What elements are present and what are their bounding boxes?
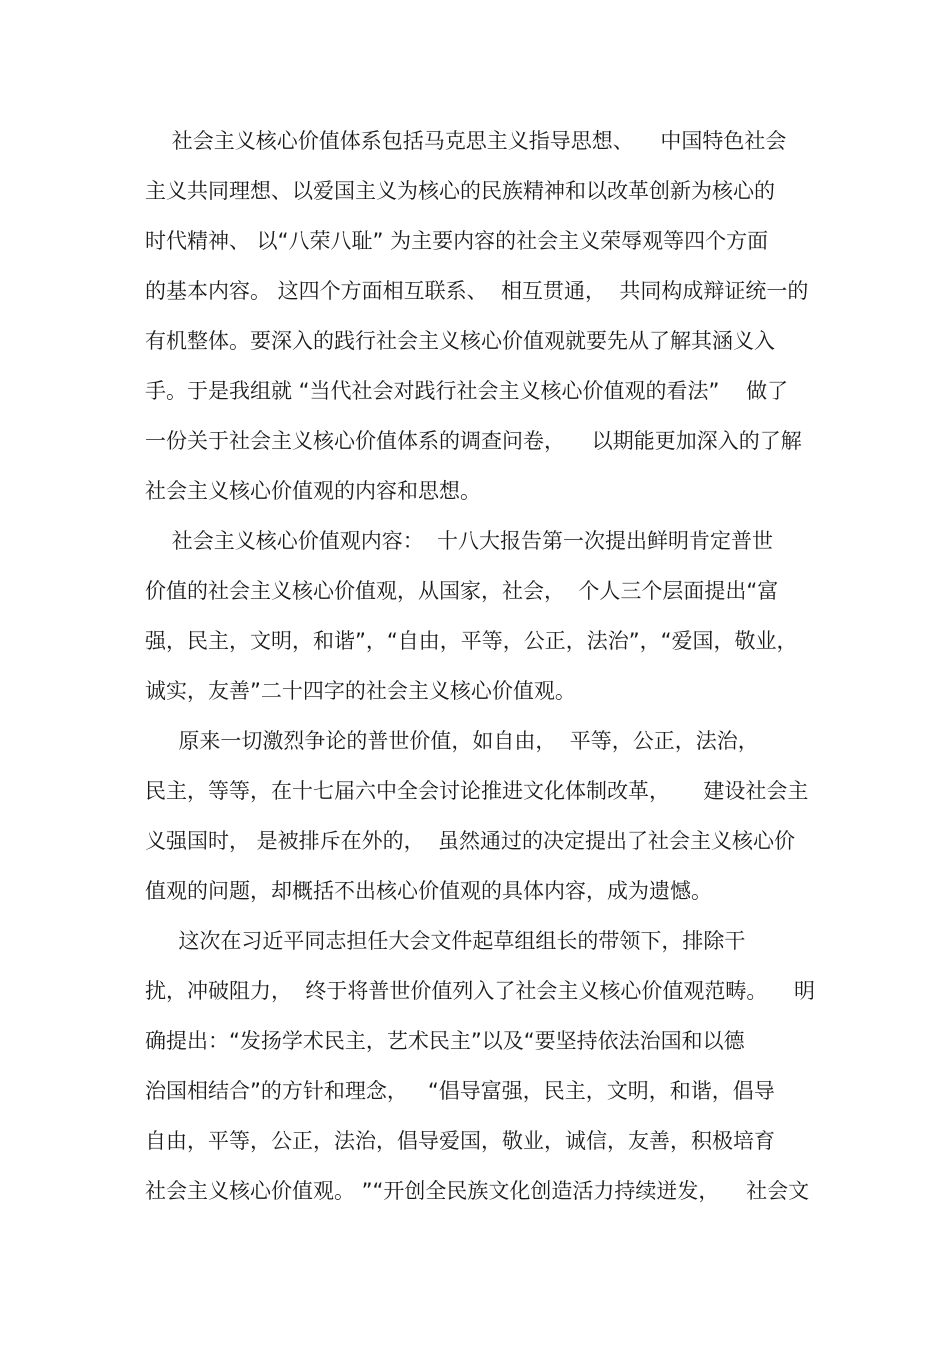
text-line: 这次在习近平同志担任大会文件起草组组长的带领下，排除干 <box>145 929 746 953</box>
text-line: 价值的社会主义核心价值观，从国家，社会， 个人三个层面提出“富 <box>145 579 779 603</box>
text-line: 自由，平等，公正，法治，倡导爱国，敬业，诚信，友善，积极培育 <box>145 1129 775 1153</box>
text-line: 确提出：“发扬学术民主，艺术民主”以及“要坚持依法治国和以德 <box>145 1029 745 1053</box>
text-line: 强，民主，文明，和谐”，“自由，平等，公正，法治”，“爱国，敬业， <box>145 629 798 653</box>
text-line: 诚实，友善”二十四字的社会主义核心价值观。 <box>145 679 576 703</box>
text-line: 值观的问题，却概括不出核心价值观的具体内容，成为遗憾。 <box>145 879 712 903</box>
text-line: 社会主义核心价值观的内容和思想。 <box>145 479 481 503</box>
text-line: 一份关于社会主义核心价值体系的调查问卷， 以期能更加深入的了解 <box>145 429 802 453</box>
text-line: 扰，冲破阻力， 终于将普世价值列入了社会主义核心价值观范畴。 明 <box>145 979 816 1003</box>
text-line: 主义共同理想、以爱国主义为核心的民族精神和以改革创新为核心的 <box>145 179 775 203</box>
text-line: 时代精神、 以“八荣八耻” 为主要内容的社会主义荣辱观等四个方面 <box>145 229 769 253</box>
text-line: 社会主义核心价值体系包括马克思主义指导思想、 中国特色社会 <box>145 129 787 153</box>
text-line: 社会主义核心价值观内容： 十八大报告第一次提出鲜明肯定普世 <box>145 529 774 553</box>
text-line: 治国相结合”的方针和理念， “倡导富强，民主，文明，和谐，倡导 <box>145 1079 775 1103</box>
text-line: 有机整体。要深入的践行社会主义核心价值观就要先从了解其涵义入 <box>145 329 775 353</box>
text-line: 民主，等等，在十七届六中全会讨论推进文化体制改革， 建设社会主 <box>145 779 809 803</box>
text-line: 的基本内容。 这四个方面相互联系、 相互贯通， 共同构成辩证统一的 <box>145 279 809 303</box>
text-line: 社会主义核心价值观。 ”“开创全民族文化创造活力持续迸发， 社会文 <box>145 1179 810 1203</box>
text-line: 原来一切激烈争论的普世价值，如自由， 平等，公正，法治， <box>145 729 759 753</box>
text-line: 义强国时， 是被排斥在外的， 虽然通过的决定提出了社会主义核心价 <box>145 829 796 853</box>
text-line: 手。于是我组就 “当代社会对践行社会主义核心价值观的看法” 做了 <box>145 379 789 403</box>
